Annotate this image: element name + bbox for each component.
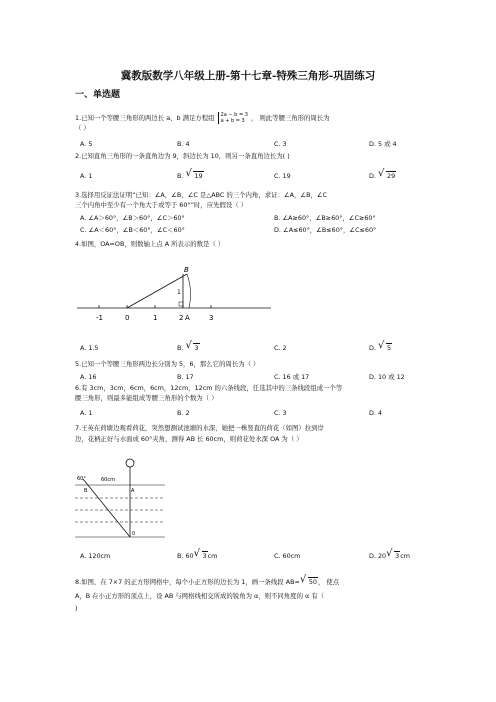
question-8-stem (75, 578, 339, 587)
q3-option-b[interactable]: B. ∠A≥60°，∠B≥60°，∠C≥60° (274, 214, 376, 222)
q1-text-b: ， 则此等腰三角形的周长为 (250, 114, 330, 122)
q5-option-c[interactable]: C. 16 或 17 (274, 373, 310, 381)
q4-option-a[interactable]: A. 1.5 (80, 344, 99, 352)
q7-option-d-unit: cm (400, 552, 410, 560)
question-3-stem: 3.选择用反证法证明“已知：∠A，∠B，∠C 是△ABC 的三个内角，求证：∠A，∠B，∠C (75, 191, 328, 199)
q2-option-a[interactable]: A. 1 (80, 172, 93, 180)
question-7-stem-2: 边，花柄正好与水面成 60°夹角，测得 AB 长 60cm，则荷花处水深 OA 为（ ） (75, 435, 303, 443)
axis-label-three: 3 (209, 314, 214, 322)
question-5-stem: 5.已知一个等腰三角形两边长分别为 5，6，那么它的周长为（ ） (75, 360, 260, 368)
q1-option-c[interactable]: C. 3 (274, 140, 287, 148)
q7-option-d-label: D. 20 (369, 552, 387, 560)
q2-option-c[interactable]: C. 19 (274, 172, 291, 180)
q1-option-b[interactable]: B. 4 (177, 140, 190, 148)
sqrt-symbol (185, 172, 203, 181)
q8-text-a: 8.如图，在 7×7 的正方形网格中，每个小正方形的边长为 1，画一条线段 AB= (75, 578, 300, 586)
equation-2: a + b = 3 (220, 118, 245, 124)
axis-label-two: 2 (179, 314, 184, 322)
pulled-stem (83, 479, 130, 537)
q7-option-d[interactable] (369, 552, 410, 561)
q4-option-d-label: D. (369, 344, 376, 352)
q2-option-d-label: D. (369, 172, 376, 180)
q6-option-d[interactable]: D. 4 (369, 409, 383, 417)
height-label: 1 (177, 289, 181, 296)
angle-label: 60° (77, 476, 86, 482)
q7-option-a[interactable]: A. 120cm (80, 552, 111, 560)
point-a-label: A (185, 314, 190, 322)
question-7-stem: 7.王英在荷塘边观看荷花，突然想测试池塘的水深，她把一株竖直的荷花（如图）拉到岸 (75, 424, 324, 432)
question-6-stem-2: 腰三角形，则最多能组成等腰三角形的个数为（ ） (75, 394, 218, 402)
point-b-label: B (84, 488, 88, 494)
point-a-label: A (131, 488, 135, 494)
q2-option-b-label: B. (177, 172, 184, 180)
section-heading: 一、单选题 (75, 90, 121, 100)
q5-option-a[interactable]: A. 16 (80, 373, 97, 381)
q2-option-b[interactable] (177, 172, 204, 181)
question-1-stem (75, 112, 330, 124)
q3-option-d[interactable]: D. ∠A≤60°，∠B≤60°，∠C≤60° (274, 226, 377, 234)
q1-stem-end: （ ） (75, 124, 90, 132)
q5-option-d[interactable]: D. 10 或 12 (369, 373, 405, 381)
q1-option-a[interactable]: A. 5 (80, 140, 93, 148)
question-3-stem-2: 三个内角中至少有一个角大于或等于 60°”时，应先假设（ ） (75, 201, 248, 209)
axis-label-neg-one: -1 (96, 314, 103, 322)
q4-option-d[interactable] (369, 344, 392, 353)
arc-ob-oa (187, 274, 190, 308)
q7-sqrt-d-value: 3 (395, 552, 400, 560)
sqrt-symbol (378, 344, 392, 353)
point-b-label: B (184, 266, 189, 274)
question-2-stem: 2.已知直角三角形的一条直角边为 9，斜边长为 10，则另一条直角边长为( ) (75, 152, 290, 160)
q2-option-d[interactable] (369, 172, 396, 181)
right-angle-mark (179, 302, 183, 306)
q2-sqrt-d-value: 29 (387, 172, 396, 180)
sqrt-symbol (378, 172, 396, 181)
q5-option-b[interactable]: B. 17 (177, 373, 194, 381)
q4-sqrt-b-value: 3 (194, 344, 199, 352)
q1-text-a: 1.已知一个等腰三角形的两边长 a、b 满足方程组 (75, 114, 215, 122)
q4-option-b[interactable] (177, 344, 200, 353)
question-6-stem: 6.有 3cm，3cm，6cm，6cm，12cm，12cm 的六条线段，任选其中的三条线段组成一个等 (75, 384, 343, 392)
q3-option-c[interactable]: C. ∠A＜60°，∠B＜60°，∠C＜60° (80, 226, 185, 234)
q7-option-b[interactable] (177, 552, 217, 561)
question-8-stem-3: ) (75, 604, 78, 612)
q7-option-b-label: B. 60 (177, 552, 194, 560)
lotus-flower-icon (126, 459, 134, 467)
question-4-stem: 4.如图，OA=OB，则数轴上点 A 所表示的数是（ ） (75, 240, 225, 248)
q7-option-c[interactable]: C. 60cm (274, 552, 301, 560)
q8-sqrt-value: 50 (308, 578, 317, 586)
equation-system (218, 112, 248, 124)
lotus-figure (75, 453, 165, 543)
q8-text-b: ， 使点 (317, 578, 340, 586)
page-title: 冀教版数学八年级上册-第十七章-特殊三角形-巩固练习 (120, 70, 376, 82)
q6-option-a[interactable]: A. 1 (80, 409, 93, 417)
q7-sqrt-b-value: 3 (202, 552, 207, 560)
q3-option-a[interactable]: A. ∠A＞60°，∠B＞60°，∠C＞60° (80, 214, 185, 222)
q4-sqrt-d-value: 5 (387, 344, 392, 352)
q6-option-b[interactable]: B. 2 (177, 409, 190, 417)
axis-label-zero: 0 (125, 314, 130, 322)
length-label: 60cm (101, 477, 115, 483)
point-o-label: 0 (132, 531, 136, 537)
q6-option-c[interactable]: C. 3 (274, 409, 287, 417)
number-line-figure (75, 258, 275, 333)
question-8-stem-2: A，B 在小正方形的顶点上，设 AB 与网格线相交所成的锐角为 α，则不同角度的 α 有（ (75, 592, 325, 600)
q1-option-d[interactable]: D. 5 或 4 (369, 140, 397, 148)
q4-option-c[interactable]: C. 2 (274, 344, 287, 352)
q2-sqrt-b-value: 19 (194, 172, 203, 180)
sqrt-symbol (194, 552, 208, 561)
q4-option-b-label: B. (177, 344, 184, 352)
sqrt-symbol (300, 578, 318, 587)
q7-option-b-unit: cm (207, 552, 218, 560)
sqrt-symbol (386, 552, 400, 561)
equation-1: 2a − b = 3 (220, 112, 248, 118)
sqrt-symbol (185, 344, 199, 353)
axis-label-one: 1 (153, 314, 158, 322)
